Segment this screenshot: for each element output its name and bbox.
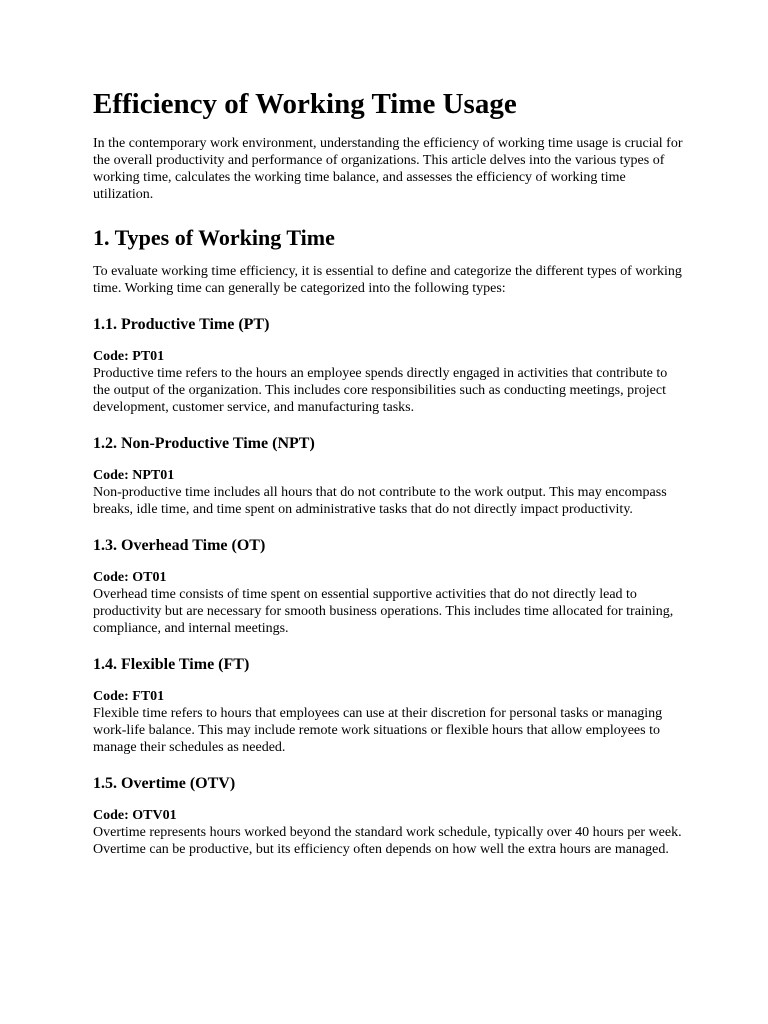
type-code: Code: OT01 [93, 570, 167, 585]
type-block-overhead [93, 536, 683, 637]
type-description: Overtime represents hours worked beyond the standard work schedule, typically over 40 hours per week. Overtime can be productive, but its efficiency often depends on how well the extra hours are managed. [93, 825, 682, 857]
type-heading: 1.3. Overhead Time (OT) [93, 537, 266, 554]
type-description: Overhead time consists of time spent on essential supportive activities that do not directly lead to productivity but are necessary for smooth business operations. This includes time allocated for training, compliance, and internal meetings. [93, 587, 674, 636]
intro-paragraph: In the contemporary work environment, understanding the efficiency of working time usage is crucial for the overall productivity and performance of organizations. This article delves into the various types of working time, calculates the working time balance, and assesses the efficiency of working time utilization. [93, 136, 683, 202]
type-code: Code: NPT01 [93, 468, 175, 483]
type-code: Code: PT01 [93, 349, 165, 364]
type-heading: 1.5. Overtime (OTV) [93, 775, 236, 792]
type-description: Non-productive time includes all hours that do not contribute to the work output. This may encompass breaks, idle time, and time spent on administrative tasks that do not directly impact productivity. [93, 485, 667, 517]
type-code: Code: FT01 [93, 689, 165, 704]
type-description: Flexible time refers to hours that employees can use at their discretion for personal tasks or managing work-life balance. This may include remote work situations or flexible hours that allow employees to manage their schedules as needed. [93, 706, 663, 755]
document-page [93, 86, 683, 876]
section-heading-types: 1. Types of Working Time [93, 225, 335, 250]
type-heading: 1.4. Flexible Time (FT) [93, 656, 250, 673]
type-block-non-productive [93, 434, 683, 518]
type-description: Productive time refers to the hours an employee spends directly engaged in activities that contribute to the output of the organization. This includes core responsibilities such as conducting meetings, project development, customer service, and manufacturing tasks. [93, 366, 668, 415]
type-block-flexible [93, 655, 683, 756]
type-block-overtime [93, 774, 683, 858]
section-intro-paragraph: To evaluate working time efficiency, it is essential to define and categorize the different types of working time. Working time can generally be categorized into the following types: [93, 264, 682, 296]
type-heading: 1.1. Productive Time (PT) [93, 316, 270, 333]
document-title: Efficiency of Working Time Usage [93, 88, 517, 120]
type-code: Code: OTV01 [93, 808, 177, 823]
type-block-productive [93, 315, 683, 416]
type-heading: 1.2. Non-Productive Time (NPT) [93, 435, 315, 452]
